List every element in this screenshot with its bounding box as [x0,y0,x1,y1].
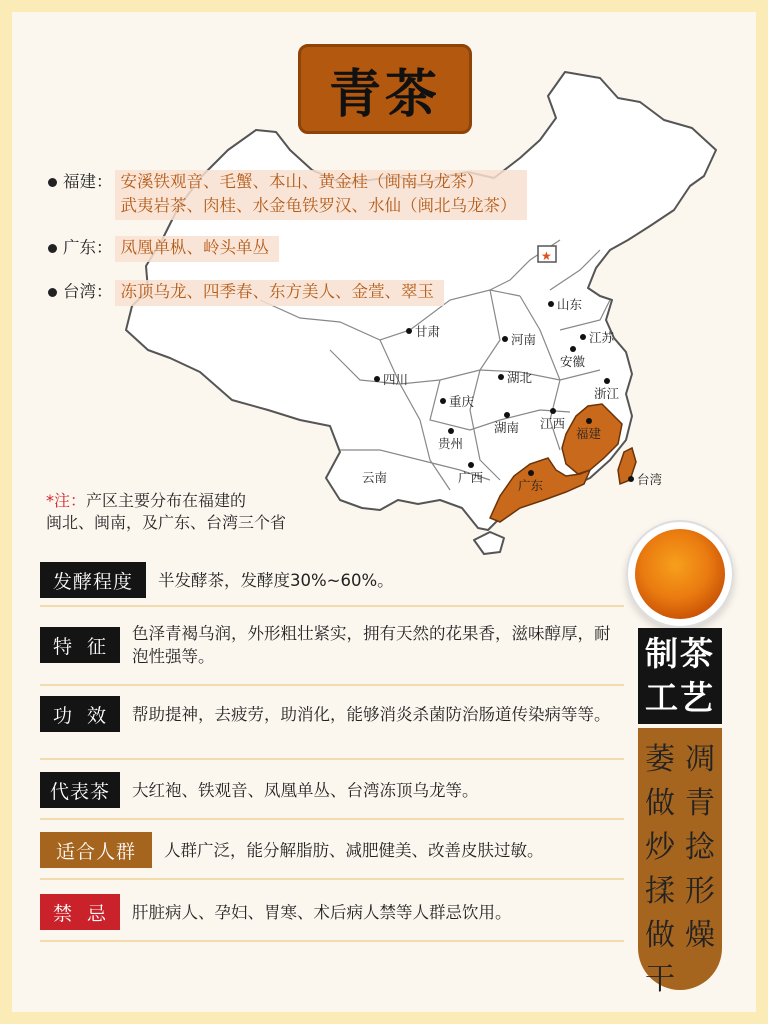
info-row-efficacy [40,696,624,732]
bullet-icon [48,178,57,187]
origin-note [46,490,286,534]
beijing-star-icon: ★ [541,249,552,263]
city-dot-icon [498,374,504,380]
province-hubei [498,368,532,386]
note-star: *注： [46,491,87,510]
craft-step-char: 干 [645,962,675,997]
tea-cup-image [626,520,734,628]
province-label: 江西 [540,416,566,431]
province-label: 江苏 [589,330,615,345]
origin-label: 福建： [63,172,113,191]
info-label: 代表茶 [40,772,120,808]
bullet-icon [48,288,57,297]
province-guizhou [438,428,463,452]
province-yunnan [362,468,387,486]
province-fujian [576,418,601,442]
city-dot-icon [502,336,508,342]
hainan-island [474,532,504,554]
note-line-1: 产区主要分布在福建的 [86,491,247,510]
craft-column-right [682,738,718,990]
province-zhejiang [594,378,619,402]
note-line-2: 闽北、闽南，及广东、台湾三个省 [46,513,287,532]
info-text: 肝脏病人、孕妇、胃寒、术后病人禁等人群忌饮用。 [132,902,512,922]
origin-teas [115,170,527,220]
province-jiangsu [580,328,614,346]
province-guangxi [458,462,483,486]
city-dot-icon [440,398,446,404]
info-label: 禁 忌 [40,894,120,930]
bullet-icon [48,244,57,253]
province-label: 台湾 [637,472,663,487]
province-guangdong [518,470,543,494]
province-label: 广西 [458,470,484,485]
divider [40,878,624,880]
province-label: 重庆 [449,394,475,409]
origin-row-fujian [44,170,527,220]
province-anhui [560,346,585,370]
divider [40,818,624,820]
province-label: 浙江 [594,386,620,401]
province-label: 河南 [511,332,537,347]
province-label: 云南 [362,470,388,485]
province-label: 甘肃 [415,324,441,339]
info-text: 色泽青褐乌润，外形粗壮紧实，拥有天然的花果香，滋味醇厚，耐泡性强等。 [132,624,611,666]
province-taiwan [628,470,662,488]
craft-step-char: 炒 [645,830,675,865]
origin-teas [115,280,445,306]
origin-teas-line: 安溪铁观音、毛蟹、本山、黄金桂（闽南乌龙茶） [120,172,484,191]
craft-step-char: 做 [645,918,675,953]
info-row-representative [40,772,624,808]
city-dot-icon [406,328,412,334]
city-dot-icon [548,301,554,307]
info-label: 发酵程度 [40,562,146,598]
province-label: 广东 [518,478,544,493]
province-label: 福建 [576,426,602,441]
craft-step-char: 捻 [685,830,715,865]
info-label: 特 征 [40,627,120,663]
province-gansu [406,322,440,340]
province-jiangxi [540,408,565,432]
craft-step-char: 燥 [685,918,715,953]
craft-steps [638,728,722,997]
province-label: 山东 [557,297,583,312]
province-label: 四川 [383,372,409,387]
craft-step-char: 揉 [645,874,675,909]
info-text: 大红袍、铁观音、凤凰单丛、台湾冻顶乌龙等。 [132,780,479,800]
info-text: 半发酵茶，发酵度30%~60%。 [158,570,394,590]
province-hunan [494,412,519,436]
origin-label: 广东： [63,238,113,257]
info-row-fermentation [40,562,624,598]
origin-row-guangdong [44,236,279,262]
province-label: 湖北 [507,370,533,385]
craft-title-line: 工艺 [645,678,715,717]
craft-step-char: 形 [685,874,715,909]
divider [40,758,624,760]
divider [40,605,624,607]
title-box [298,44,472,134]
province-henan [502,330,536,348]
origin-teas-line: 武夷岩茶、肉桂、水金龟铁罗汉、水仙（闽北乌龙茶） [120,196,517,215]
city-dot-icon [580,334,586,340]
divider [40,684,624,686]
province-shandong [548,295,582,313]
craft-step-char: 凋 [685,742,715,777]
info-label: 功 效 [40,696,120,732]
divider [40,940,624,942]
city-dot-icon [628,476,634,482]
origin-teas-line: 凤凰单枞、岭头单丛 [120,238,269,257]
city-dot-icon [374,376,380,382]
province-chongqing [440,392,474,410]
origin-teas-line: 冻顶乌龙、四季春、东方美人、金萱、翠玉 [120,282,434,301]
info-text: 人群广泛，能分解脂肪、减肥健美、改善皮肤过敏。 [164,840,544,860]
province-label: 安徽 [560,354,586,369]
craft-title-line: 制茶 [645,634,715,673]
craft-title [638,628,722,724]
tea-liquid [635,529,725,619]
province-label: 湖南 [494,420,520,435]
info-row-characteristics [40,622,624,668]
info-row-suitable [40,832,624,868]
info-text: 帮助提神，去疲劳，助消化，能够消炎杀菌防治肠道传染病等等。 [132,704,611,724]
info-row-taboo [40,894,624,930]
origin-teas [115,236,280,262]
province-label: 贵州 [438,436,464,451]
craft-step-char: 萎 [645,742,675,777]
origin-label: 台湾： [63,282,113,301]
craft-step-char: 做 [645,786,675,821]
province-sichuan [374,370,408,388]
craft-step-char: 青 [685,786,715,821]
origin-row-taiwan [44,280,444,306]
info-label: 适合人群 [40,832,152,868]
craft-column-left [642,738,678,997]
page-title: 青茶 [328,64,441,125]
